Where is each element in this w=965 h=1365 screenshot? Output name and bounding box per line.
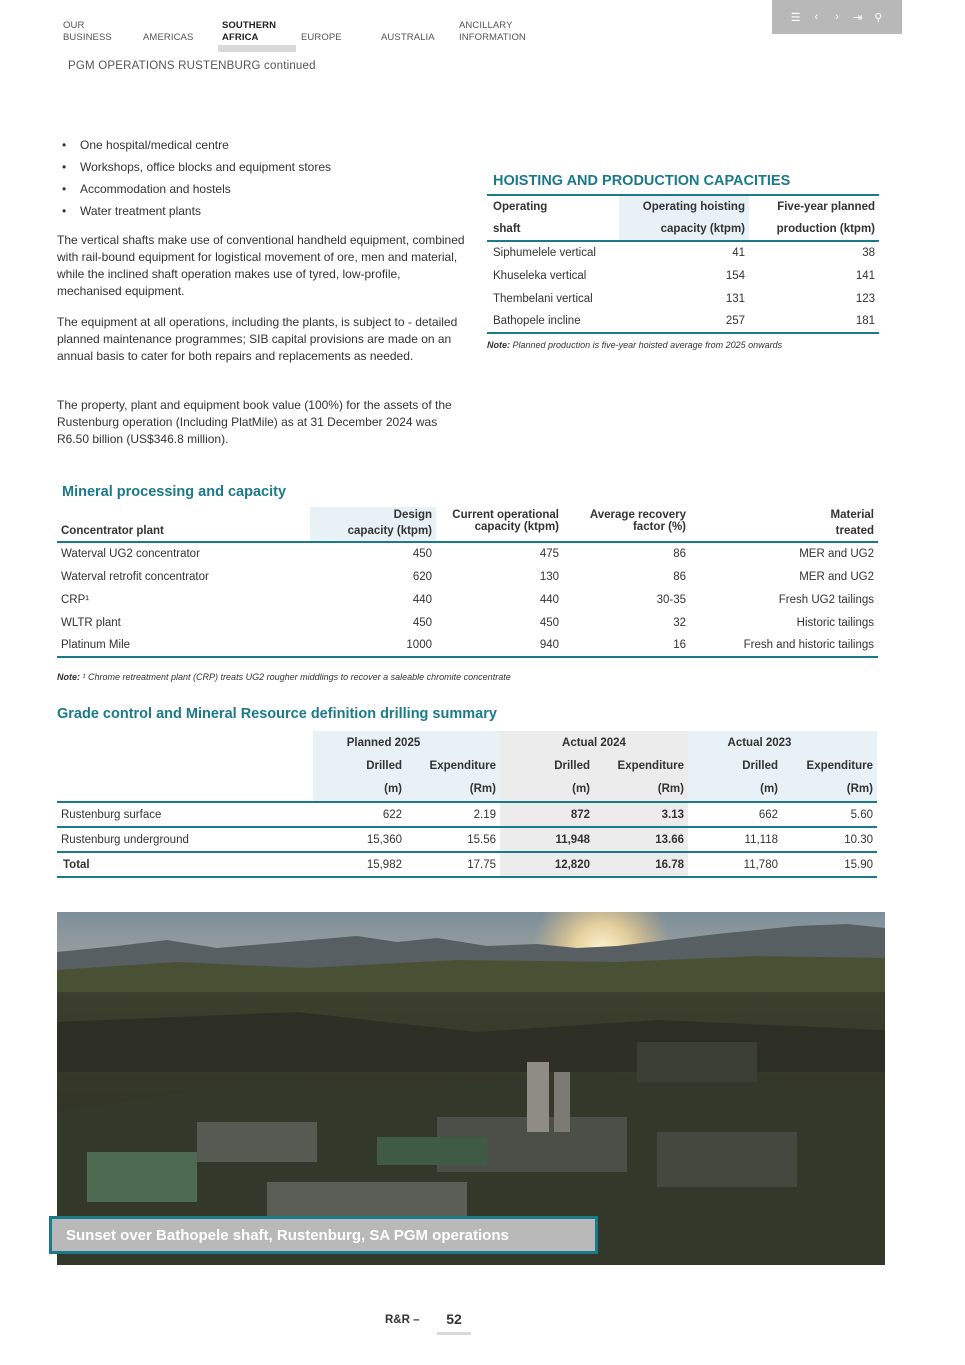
hoist-shaft: Khuseleka vertical	[493, 269, 587, 282]
mineral-current: 440	[539, 593, 559, 606]
search-icon[interactable]: ⚲	[874, 11, 883, 24]
list-item: • One hospital/medical centre	[62, 134, 462, 156]
drill-2024-m: 11,948	[500, 827, 594, 852]
exit-icon[interactable]: ⇥	[853, 11, 863, 24]
mineral-recovery: 16	[563, 634, 690, 657]
hoist-header-production-2: production (ktpm)	[749, 218, 879, 241]
header-line: treated	[835, 525, 874, 537]
menu-icon[interactable]: ☰	[790, 11, 801, 24]
hoisting-note	[487, 340, 782, 350]
drill-label: Total	[57, 852, 313, 877]
mineral-material: Fresh UG2 tailings	[778, 593, 874, 606]
mineral-plant: CRP¹	[61, 593, 90, 606]
drill-2024-rm: 3.13	[594, 802, 688, 827]
sunset-landscape-illustration	[57, 912, 885, 1265]
drilling-title: Grade control and Mineral Resource definition drilling summary	[57, 706, 497, 722]
sub-drilled: Drilled	[500, 755, 594, 777]
drill-2024-m: 12,820	[500, 852, 594, 877]
hoist-capacity: 41	[732, 247, 745, 259]
group-actual-2024: Actual 2024	[500, 731, 688, 755]
mineral-title: Mineral processing and capacity	[62, 484, 287, 500]
table-row	[487, 264, 879, 287]
paragraph-shafts: The vertical shafts make use of conventional handheld equipment, combined with rail-bound equipment for logistical movement of ore, men and material, while the inclined shaft operation makes use of tyred, low-profile, mechanised equipment.	[57, 233, 465, 298]
drill-2023-m: 11,780	[688, 852, 782, 877]
hoist-production: 123	[855, 292, 875, 305]
mineral-material: Historic tailings	[796, 616, 874, 629]
drill-2023-rm: 5.60	[782, 802, 877, 827]
drill-label: Rustenburg underground	[57, 827, 313, 852]
drill-2024-rm: 16.78	[594, 852, 688, 877]
table-row	[57, 542, 878, 565]
hoist-header-production-1: Five-year planned	[777, 201, 875, 213]
header-line: Current operational	[452, 509, 559, 521]
mineral-recovery: 86	[673, 548, 686, 560]
nav-australia[interactable]: AUSTRALIA	[381, 32, 435, 43]
table-row	[57, 588, 878, 611]
sub-drilled: Drilled	[313, 755, 406, 777]
hoist-header-shaft-2: shaft	[487, 218, 619, 241]
header-line: capacity (ktpm)	[474, 521, 559, 533]
mineral-current: 130	[539, 570, 559, 583]
drill-planned-m: 15,360	[313, 827, 406, 852]
hoist-production: 38	[862, 247, 875, 259]
note-text: ¹ Chrome retreatment plant (CRP) treats UG2 rougher middlings to recover a saleable chromite concentrate	[82, 672, 511, 682]
mineral-material: MER and UG2	[799, 570, 874, 583]
header-line: capacity (ktpm)	[347, 525, 432, 537]
mineral-plant: Platinum Mile	[57, 634, 310, 657]
sub-unit-m: (m)	[688, 777, 782, 802]
nav-europe[interactable]: EUROPE	[301, 32, 342, 43]
hoist-header-capacity-2: capacity (ktpm)	[619, 218, 749, 241]
mineral-plant: Waterval UG2 concentrator	[61, 548, 200, 560]
paragraph-maintenance: The equipment at all operations, including the plants, is subject to - detailed planned maintenance programmes; SIB capital provisions are made on an annual basis to cater for both repairs and replacements as needed.	[57, 315, 458, 363]
mineral-header-recovery	[563, 507, 690, 542]
hoist-production: 181	[749, 310, 879, 333]
drill-2023-rm: 10.30	[782, 827, 877, 852]
breadcrumb	[68, 60, 316, 72]
hoisting-title: HOISTING AND PRODUCTION CAPACITIES	[493, 173, 791, 189]
hoist-shaft: Thembelani vertical	[493, 292, 593, 305]
mineral-note	[57, 672, 511, 682]
drill-2023-rm: 15.90	[782, 852, 877, 877]
sub-unit-m: (m)	[313, 777, 406, 802]
mineral-current: 940	[436, 634, 563, 657]
group-actual-2023: Actual 2023	[688, 731, 877, 755]
drill-planned-m: 15,982	[313, 852, 406, 877]
paragraph-book-value: The property, plant and equipment book value (100%) for the assets of the Rustenburg operation (Including PlatMile) as at 31 December 2024 was R6.50 billion (US$346.8 million).	[57, 398, 452, 446]
hoist-header-capacity-1: Operating hoisting	[619, 195, 749, 218]
mineral-current: 450	[539, 616, 559, 629]
hoist-capacity: 131	[725, 292, 745, 305]
hoist-production: 141	[855, 269, 875, 282]
drill-2023-m: 662	[688, 802, 782, 827]
drill-planned-rm: 15.56	[406, 827, 500, 852]
breadcrumb-section: PGM OPERATIONS RUSTENBURG	[68, 60, 261, 72]
table-row	[487, 310, 879, 333]
mineral-header-material	[690, 507, 878, 542]
mineral-plant: WLTR plant	[61, 616, 121, 629]
mineral-design: 450	[412, 548, 432, 560]
sub-expenditure: Expenditure	[406, 755, 500, 777]
chevron-left-icon[interactable]: ‹	[814, 11, 819, 23]
mineral-header-design	[310, 507, 436, 542]
nav-americas[interactable]: AMERICAS	[143, 32, 194, 43]
table-row	[57, 634, 878, 657]
header-line: Design	[393, 509, 432, 521]
facility-list	[62, 134, 462, 222]
mineral-current: 475	[539, 548, 559, 560]
drill-2023-m: 11,118	[688, 827, 782, 852]
mineral-recovery: 86	[673, 570, 686, 583]
header-line: Material	[830, 509, 874, 521]
drill-planned-rm: 17.75	[406, 852, 500, 877]
mineral-header-plant: Concentrator plant	[61, 525, 164, 537]
drill-2024-m: 872	[500, 802, 594, 827]
sub-unit-rm: (Rm)	[406, 777, 500, 802]
mineral-table	[57, 507, 878, 658]
header-line: Average recovery	[589, 509, 686, 521]
header-line: factor (%)	[632, 521, 686, 533]
nav-ancillary-information[interactable]: ANCILLARY INFORMATION	[459, 20, 526, 43]
note-text: Planned production is five-year hoisted average from 2025 onwards	[512, 340, 783, 350]
mine-photo	[57, 912, 885, 1265]
sub-expenditure: Expenditure	[782, 755, 877, 777]
mineral-header-current	[436, 507, 563, 542]
hoist-shaft: Siphumelele vertical	[493, 247, 596, 259]
table-row	[57, 565, 878, 588]
hoist-header-shaft-1: Operating	[493, 201, 548, 213]
table-row	[57, 802, 877, 827]
list-item: • Water treatment plants	[62, 200, 462, 222]
table-row	[487, 241, 879, 264]
drilling-table	[57, 731, 877, 878]
hoist-capacity: 257	[619, 310, 749, 333]
mineral-design: 620	[412, 570, 432, 583]
mineral-material: Fresh and historic tailings	[690, 634, 878, 657]
note-label: Note:	[57, 672, 80, 682]
list-item: • Accommodation and hostels	[62, 178, 462, 200]
sub-unit-rm: (Rm)	[594, 777, 688, 802]
mineral-material: MER and UG2	[799, 548, 874, 560]
drill-label: Rustenburg surface	[57, 802, 313, 827]
sub-drilled: Drilled	[688, 755, 782, 777]
page-number: 52	[437, 1311, 471, 1335]
hoisting-table	[487, 194, 879, 334]
table-row	[57, 827, 877, 852]
drill-planned-m: 622	[313, 802, 406, 827]
sub-expenditure: Expenditure	[594, 755, 688, 777]
mineral-plant: Waterval retrofit concentrator	[61, 570, 209, 583]
footer-label: R&R –	[385, 1314, 420, 1326]
nav-active-indicator	[218, 45, 296, 52]
note-label: Note:	[487, 340, 510, 350]
hoist-capacity: 154	[725, 269, 745, 282]
mineral-recovery: 30-35	[656, 593, 686, 606]
group-planned-2025: Planned 2025	[313, 731, 500, 755]
table-row	[57, 611, 878, 634]
breadcrumb-suffix: continued	[264, 60, 316, 72]
sub-unit-rm: (Rm)	[782, 777, 877, 802]
drill-2024-rm: 13.66	[594, 827, 688, 852]
drill-planned-rm: 2.19	[406, 802, 500, 827]
photo-caption: Sunset over Bathopele shaft, Rustenburg, SA PGM operations	[49, 1216, 598, 1254]
nav-our-business[interactable]: OUR BUSINESS	[63, 20, 112, 43]
table-row	[487, 287, 879, 310]
mineral-design: 1000	[310, 634, 436, 657]
table-row	[57, 852, 877, 877]
hoist-shaft: Bathopele incline	[487, 310, 619, 333]
sub-unit-m: (m)	[500, 777, 594, 802]
mineral-recovery: 32	[673, 616, 686, 629]
list-item: • Workshops, office blocks and equipment stores	[62, 156, 462, 178]
chevron-right-icon[interactable]: ›	[835, 11, 839, 23]
toolbar	[772, 0, 902, 34]
mineral-design: 440	[412, 593, 432, 606]
nav-southern-africa[interactable]: SOUTHERN AFRICA	[222, 20, 277, 43]
mineral-design: 450	[412, 616, 432, 629]
